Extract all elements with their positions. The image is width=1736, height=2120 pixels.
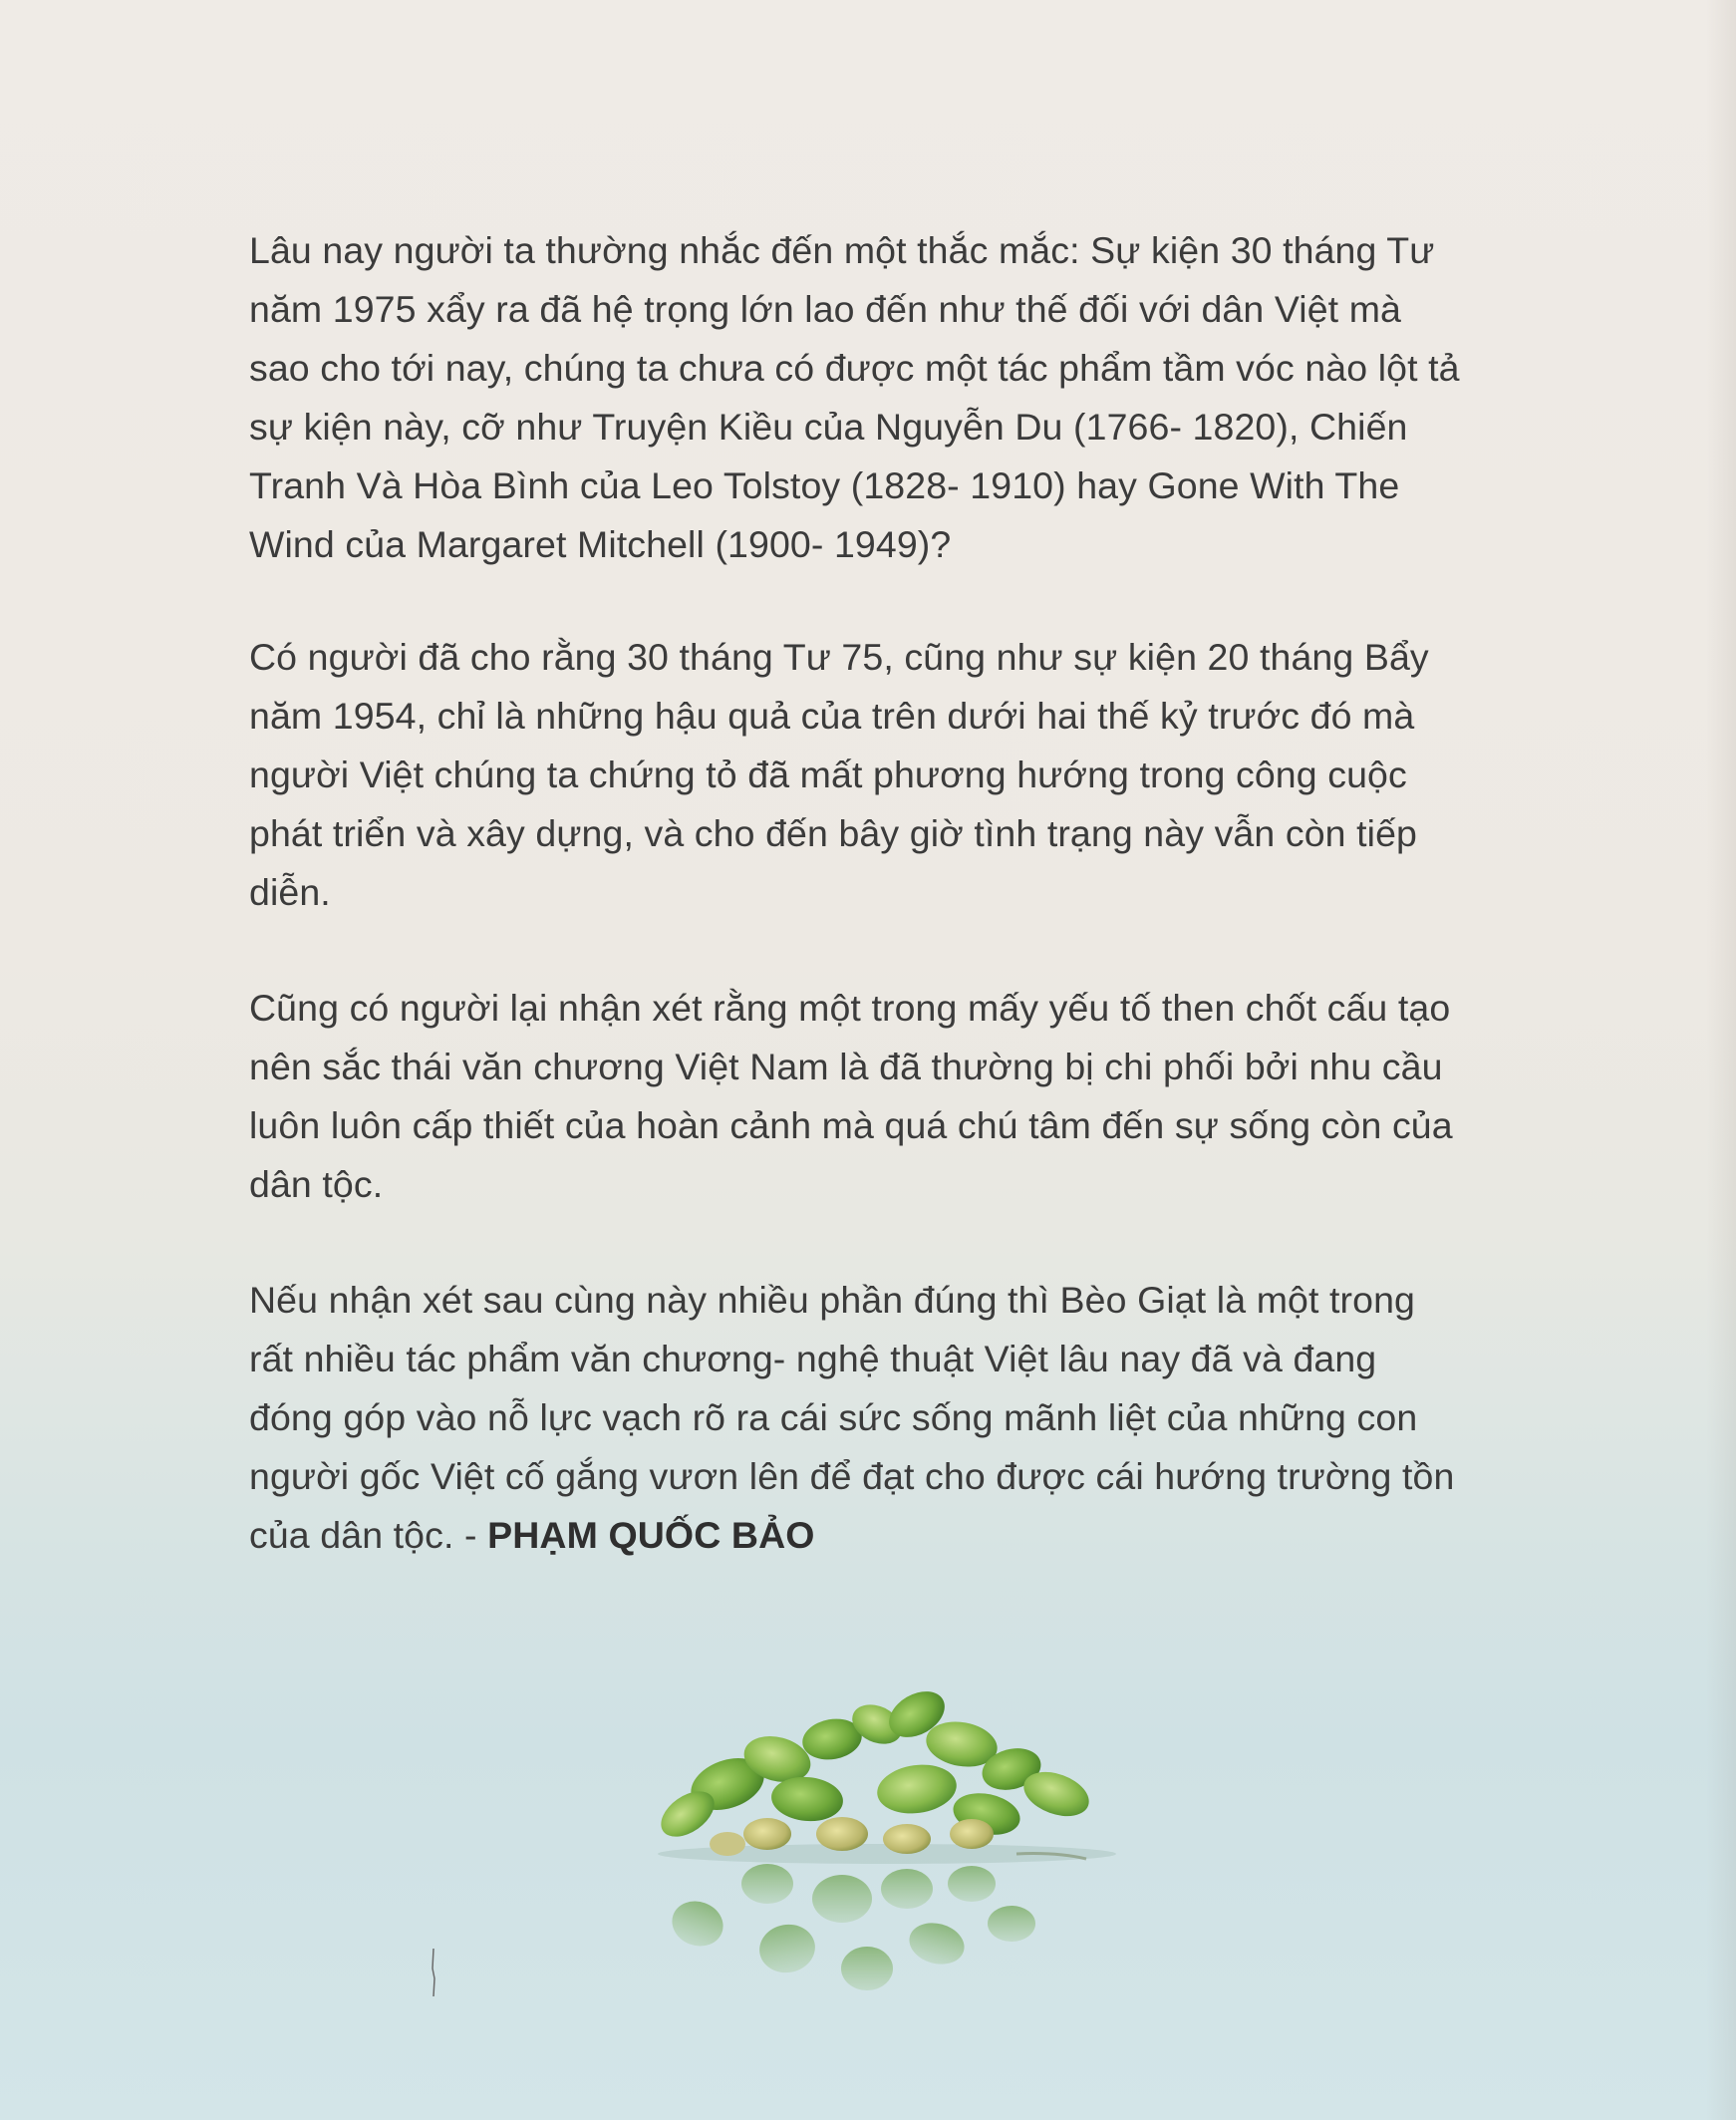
cover-edge-shadow [1706,0,1736,2120]
blurb-paragraph-1 [249,221,1495,574]
print-scratch-mark [431,1949,436,1996]
text-line: dân tộc. [249,1163,384,1205]
text-line: đóng góp vào nỗ lực vạch rõ ra cái sức sống mãnh liệt của những con [249,1396,1418,1438]
text-line: sao cho tới nay, chúng ta chưa có được một tác phẩm tầm vóc nào lột tả [249,347,1460,389]
text-line: người Việt chúng ta chứng tỏ đã mất phương hướng trong công cuộc [249,754,1407,795]
text-line: Tranh Và Hòa Bình của Leo Tolstoy (1828- 1910) hay Gone With The [249,464,1400,506]
text-line: Lâu nay người ta thường nhắc đến một thắc mắc: Sự kiện 30 tháng Tư [249,229,1435,271]
text-line: Wind của Margaret Mitchell (1900- 1949)? [249,523,952,565]
text-line: nên sắc thái văn chương Việt Nam là đã thường bị chi phối bởi nhu cầu [249,1046,1443,1087]
text-line: phát triển và xây dựng, và cho đến bây giờ tình trạng này vẫn còn tiếp [249,812,1418,854]
text-line: năm 1975 xẩy ra đã hệ trọng lớn lao đến như thế đối với dân Việt mà [249,288,1402,330]
text-line: Nếu nhận xét sau cùng này nhiều phần đúng thì Bèo Giạt là một trong [249,1279,1416,1321]
text-line-with-author [249,1506,1495,1565]
text-line: Có người đã cho rằng 30 tháng Tư 75, cũng như sự kiện 20 tháng Bẩy [249,636,1429,678]
text-line: diễn. [249,871,331,913]
blurb-paragraph-2 [249,628,1495,922]
blurb-paragraph-4 [249,1271,1495,1565]
water-hyacinth-plant-icon [618,1684,1136,2013]
blurb-paragraph-3 [249,979,1495,1214]
text-line: Cũng có người lại nhận xét rằng một trong mấy yếu tố then chốt cấu tạo [249,987,1451,1029]
text-line: rất nhiều tác phẩm văn chương- nghệ thuật Việt lâu nay đã và đang [249,1338,1377,1379]
text-line: sự kiện này, cỡ như Truyện Kiều của Nguyễn Du (1766- 1820), Chiến [249,406,1408,448]
author-name: PHẠM QUỐC BẢO [487,1514,815,1556]
text-line-end: của dân tộc. - [249,1514,488,1556]
text-line: năm 1954, chỉ là những hậu quả của trên dưới hai thế kỷ trước đó mà [249,695,1415,737]
text-line: luôn luôn cấp thiết của hoàn cảnh mà quá chú tâm đến sự sống còn của [249,1104,1453,1146]
text-line: người gốc Việt cố gắng vươn lên để đạt cho được cái hướng trường tồn [249,1455,1455,1497]
